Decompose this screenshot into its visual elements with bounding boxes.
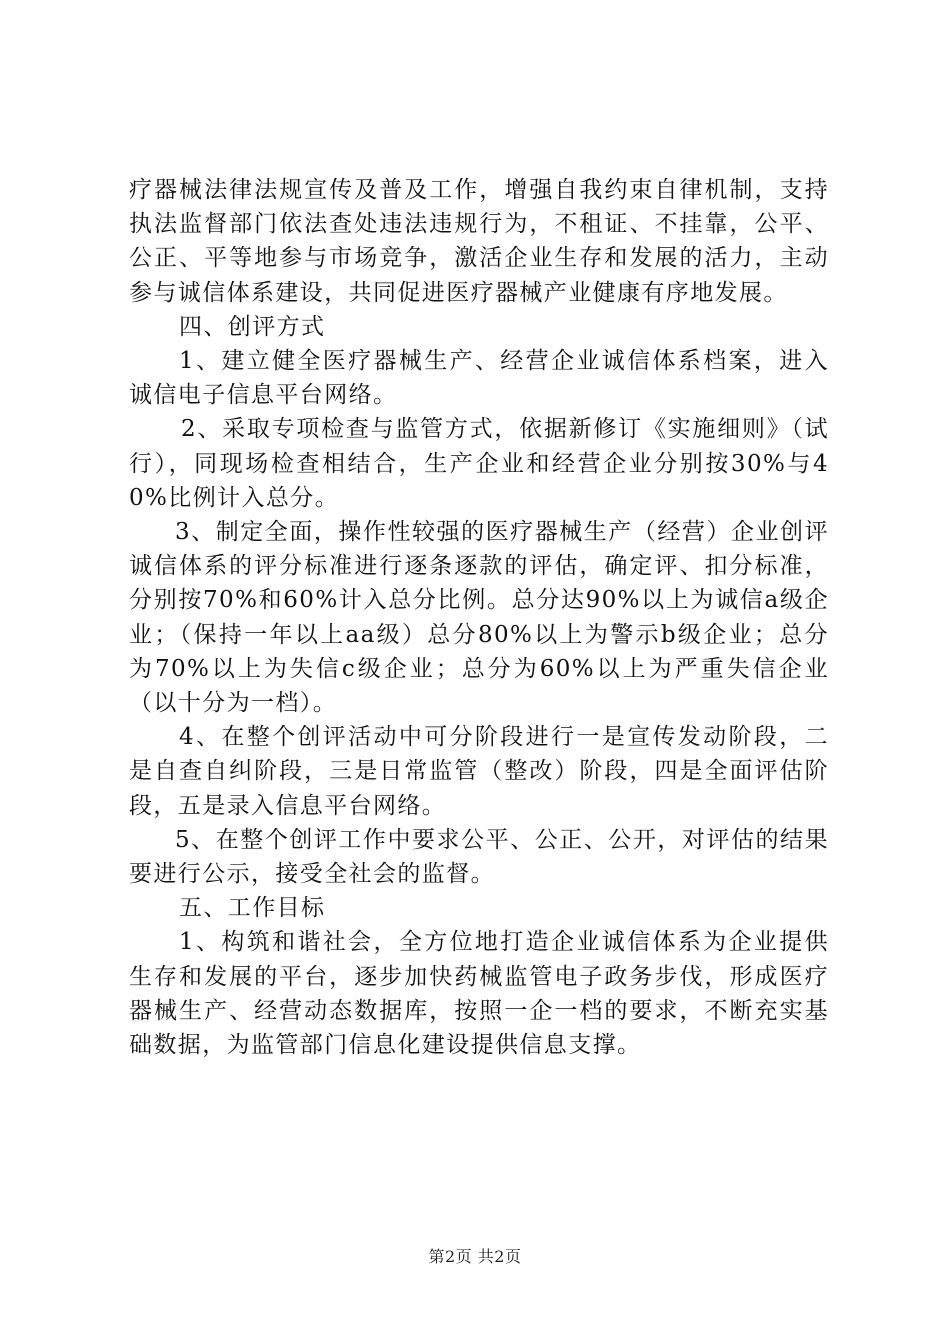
paragraph-item-3: 3、制定全面，操作性较强的医疗器械生产（经营）企业创评诚信体系的评分标准进行逐条逐款的评估，确定评、扣分标准，分别按70%和60%计入总分比例。总分达90%以上为诚信a级企业；（保持一年以上aa级）总分80%以上为警示b级企业；总分为70%以上为失信c级企业；总分为60%以上为严重失信企业（以十分为一档）。 xyxy=(129,519,829,717)
paragraph-item-2: 2、采取专项检查与监管方式，依据新修订《实施细则》（试行），同现场检查相结合，生产企业和经营企业分别按30%与40%比例计入总分。 xyxy=(129,416,829,511)
page-footer xyxy=(0,1244,950,1267)
section-heading-5: 五、工作目标 xyxy=(179,895,326,922)
page-total: 共2页 xyxy=(477,1247,522,1266)
paragraph-goal-1: 1、构筑和谐社会，全方位地打造企业诚信体系为企业提供生存和发展的平台，逐步加快药械监管电子政务步伐，形成医疗器械生产、经营动态数据库，按照一企一档的要求，不断充实基础数据，为监管部门信息化建设提供信息支撑。 xyxy=(129,929,829,1059)
paragraph-item-1: 1、建立健全医疗器械生产、经营企业诚信体系档案，进入诚信电子信息平台网络。 xyxy=(129,348,829,409)
document-body xyxy=(129,173,829,1062)
paragraph-item-4: 4、在整个创评活动中可分阶段进行一是宣传发动阶段，二是自查自纠阶段，三是日常监管（整改）阶段，四是全面评估阶段，五是录入信息平台网络。 xyxy=(129,724,829,819)
section-heading-4: 四、创评方式 xyxy=(179,313,326,340)
page-number: 第2页 xyxy=(428,1247,473,1266)
paragraph-item-5: 5、在整个创评工作中要求公平、公正、公开，对评估的结果要进行公示，接受全社会的监督。 xyxy=(129,826,829,888)
paragraph-continuation: 疗器械法律法规宣传及普及工作，增强自我约束自律机制，支持执法监督部门依法查处违法违规行为，不租证、不挂靠，公平、公正、平等地参与市场竞争，激活企业生存和发展的活力，主动参与诚信体系建设，共同促进医疗器械产业健康有序地发展。 xyxy=(129,177,829,306)
